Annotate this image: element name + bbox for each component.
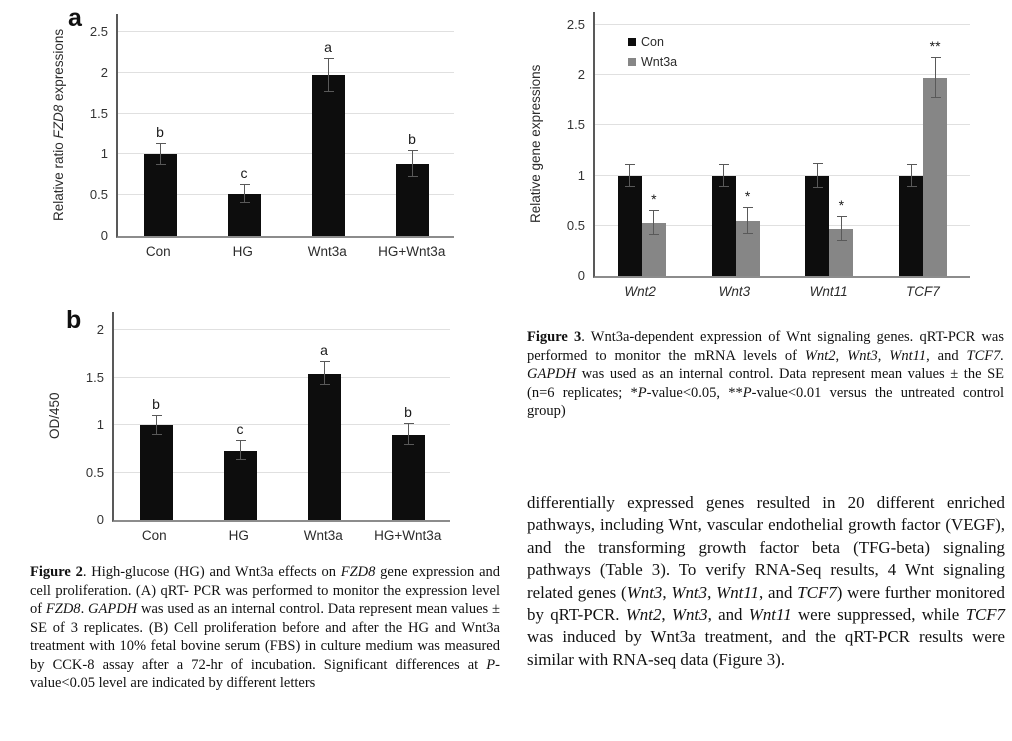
- significance-label: c: [236, 421, 244, 438]
- x-axis-labels: [112, 522, 450, 543]
- error-bar-cap-top: [907, 164, 917, 165]
- text-segment: was used as an internal control. Data represent mean values ± the SE (n=6 replicates; *: [527, 366, 1004, 401]
- error-bar-cap-top: [813, 163, 823, 164]
- x-category-label: Wnt3a: [307, 244, 347, 259]
- bar-wrap: [396, 14, 429, 236]
- x-category-label: HG+Wnt3a: [378, 244, 446, 259]
- y-axis-title-segment: FZD8: [51, 104, 66, 139]
- bar: [712, 176, 736, 276]
- error-bar: [412, 151, 413, 177]
- text-segment: ,: [661, 605, 672, 625]
- error-bar-cap-top: [404, 423, 414, 424]
- y-tick-label: 1.5: [85, 369, 104, 385]
- x-category-label: Wnt11: [809, 284, 848, 299]
- fig2a-bar-chart: [48, 14, 454, 259]
- text-segment: gene expression and cell proliferation. (A) qRT- PCR was performed to monitor the expression level of: [30, 564, 501, 617]
- significance-label: *: [744, 187, 751, 204]
- text-segment: , and: [707, 605, 749, 625]
- text-segment: Wnt11: [748, 605, 792, 625]
- y-axis-title: [525, 12, 547, 276]
- bar-group: [114, 312, 198, 520]
- bar: [805, 176, 829, 276]
- bar: [224, 451, 257, 520]
- bar-wrap: [140, 312, 173, 520]
- error-bar-cap-top: [743, 207, 753, 208]
- error-bar: [817, 164, 818, 188]
- error-bar: [747, 208, 748, 234]
- error-bar-cap-bottom: [931, 97, 941, 98]
- text-segment: FZD8: [45, 601, 81, 617]
- error-bar-cap-top: [324, 58, 334, 59]
- y-axis-title-segment: expressions: [51, 28, 66, 105]
- text-segment: GAPDH: [88, 601, 138, 617]
- significance-label: *: [838, 196, 845, 213]
- text-segment: was induced by Wnt3a treatment, and the qRT-PCR results were similar with RNA-seq data (Figure 3).: [527, 627, 1005, 669]
- text-segment: Wnt3: [671, 582, 708, 602]
- bar-wrap: [923, 12, 947, 276]
- text-segment: Figure 2: [30, 564, 83, 580]
- text-segment: -value<0.05, **: [646, 384, 743, 401]
- plot-area: [112, 312, 450, 522]
- plot-column: [593, 12, 970, 299]
- bar-groups: [114, 312, 450, 520]
- text-segment: ,: [835, 347, 848, 364]
- y-tick-label: 2.5: [566, 17, 585, 33]
- legend-item: [628, 56, 677, 69]
- error-bar-cap-bottom: [156, 164, 166, 165]
- bar-group: [118, 14, 202, 236]
- legend-swatch-icon: [628, 58, 636, 66]
- x-axis-labels: [116, 238, 454, 259]
- error-bar: [629, 165, 630, 187]
- y-tick-label: 0.5: [566, 217, 585, 233]
- x-category-label: Wnt3a: [303, 528, 343, 543]
- text-segment: Wnt11: [716, 582, 759, 602]
- significance-label: b: [156, 123, 164, 140]
- y-tick-label: 0: [100, 228, 108, 243]
- x-category-label: Wnt3: [718, 284, 751, 299]
- text-segment: ,: [662, 582, 672, 602]
- text-segment: TCF7: [965, 605, 1005, 625]
- error-bar-cap-top: [408, 150, 418, 151]
- y-tick-label: 2: [96, 322, 104, 338]
- bar: [618, 176, 642, 276]
- error-bar-cap-bottom: [236, 459, 246, 460]
- bar-group: [876, 12, 970, 276]
- y-axis-ticks: [547, 12, 593, 283]
- error-bar-cap-top: [837, 216, 847, 217]
- figure3-caption: [527, 328, 1004, 421]
- x-category-label: Con: [141, 528, 167, 543]
- bar-wrap: [805, 12, 829, 276]
- error-bar: [408, 424, 409, 445]
- error-bar: [328, 59, 329, 92]
- bar-wrap: [712, 12, 736, 276]
- y-tick-label: 1: [96, 417, 104, 433]
- bar-group: [202, 14, 286, 236]
- text-segment: , and: [758, 582, 798, 602]
- error-bar-cap-bottom: [152, 434, 162, 435]
- bar-wrap: [392, 312, 425, 520]
- x-category-label: HG: [232, 244, 253, 259]
- plot-area: [116, 14, 454, 238]
- significance-label: **: [929, 38, 941, 55]
- legend-item: [628, 36, 677, 49]
- bar-wrap: [228, 14, 261, 236]
- error-bar-cap-top: [152, 415, 162, 416]
- x-category-label: TCF7: [906, 284, 940, 299]
- plot-column: [116, 14, 454, 259]
- error-bar-cap-top: [719, 164, 729, 165]
- significance-label: a: [324, 38, 332, 55]
- text-segment: Wnt3: [626, 582, 663, 602]
- y-tick-label: 1.5: [89, 105, 108, 121]
- bar: [144, 154, 177, 236]
- y-tick-label: 1.5: [566, 117, 585, 133]
- text-segment: . Wnt3a-dependent expression of Wnt signaling genes. qRT-PCR was performed to monitor the mRNA levels of: [527, 329, 1004, 364]
- panel-a-letter: a: [68, 4, 82, 32]
- error-bar-cap-bottom: [743, 233, 753, 234]
- body-paragraph: [527, 492, 1005, 671]
- text-segment: . High-glucose (HG) and Wnt3a effects on: [82, 564, 341, 580]
- text-segment: -value<0.01 versus the untreated control group): [527, 384, 1005, 419]
- y-axis-ticks: [70, 14, 116, 243]
- error-bar-cap-bottom: [837, 240, 847, 241]
- error-bar-cap-bottom: [625, 186, 635, 187]
- plot-column: [112, 312, 450, 543]
- text-segment: ,: [707, 582, 717, 602]
- error-bar: [244, 185, 245, 203]
- panel-b-letter: b: [66, 306, 82, 334]
- text-segment: differentially expressed genes resulted in 20 different enriched pathways, including Wnt, vascular endothelial growth factor (VEGF), and the transforming growth factor beta (TFG-beta) signaling pathways (Table 3). To verify RNA-Seq results, 4 Wnt signaling related genes (: [527, 493, 1005, 602]
- y-tick-label: 0.5: [85, 464, 104, 480]
- bar-group: [198, 312, 282, 520]
- error-bar: [911, 165, 912, 187]
- text-segment: -value<0.05 level are indicated by different letters: [30, 656, 500, 691]
- figure2-caption: [30, 563, 500, 693]
- y-tick-label: 0: [577, 268, 585, 283]
- bar-wrap: [144, 14, 177, 236]
- error-bar-cap-bottom: [719, 186, 729, 187]
- y-tick-label: 2: [100, 64, 108, 80]
- bar-group: [370, 14, 454, 236]
- text-segment: ) were further monitored by qRT-PCR.: [527, 582, 1005, 625]
- error-bar: [935, 58, 936, 98]
- figure2-panel-b: [44, 306, 450, 543]
- legend-swatch-icon: [628, 38, 636, 46]
- text-segment: , and: [926, 347, 967, 364]
- text-segment: were suppressed, while: [791, 605, 966, 625]
- chart-legend: [628, 36, 677, 68]
- bar-group: [286, 14, 370, 236]
- text-segment: .: [80, 601, 89, 617]
- text-segment: TCF7: [797, 582, 837, 602]
- bar: [312, 75, 345, 236]
- figure3-chart-block: [525, 12, 970, 299]
- y-tick-label: 0.5: [89, 187, 108, 203]
- text-segment: P: [486, 656, 496, 673]
- text-segment: FZD8: [340, 564, 376, 580]
- y-axis-title-segment: Relative gene expressions: [528, 64, 543, 224]
- figure2-panel-a: [48, 4, 454, 259]
- bar-wrap: [899, 12, 923, 276]
- error-bar-cap-top: [320, 361, 330, 362]
- bar: [899, 176, 923, 276]
- y-tick-label: 2.5: [89, 23, 108, 39]
- error-bar-cap-top: [649, 210, 659, 211]
- text-segment: Figure 3: [527, 329, 582, 345]
- error-bar-cap-top: [625, 164, 635, 165]
- bar: [923, 78, 947, 276]
- y-tick-label: 1: [577, 167, 585, 183]
- text-segment: ,: [877, 347, 890, 364]
- error-bar-cap-bottom: [404, 444, 414, 445]
- error-bar-cap-bottom: [240, 202, 250, 203]
- legend-label: Wnt3a: [641, 54, 678, 69]
- x-category-label: Con: [145, 244, 171, 259]
- text-segment: Wnt3: [671, 605, 708, 625]
- plot-area: [593, 12, 970, 278]
- x-axis-labels: [593, 278, 970, 299]
- bar-wrap: [308, 312, 341, 520]
- y-tick-label: 0: [96, 512, 104, 527]
- bar-group: [282, 312, 366, 520]
- error-bar-cap-bottom: [408, 176, 418, 177]
- fig3-bar-chart: [525, 12, 970, 299]
- bar-groups: [118, 14, 454, 236]
- error-bar: [160, 144, 161, 165]
- text-segment: P: [637, 384, 647, 401]
- significance-label: b: [152, 395, 160, 412]
- significance-label: b: [404, 404, 412, 421]
- significance-label: c: [240, 164, 248, 181]
- error-bar-cap-bottom: [320, 384, 330, 385]
- error-bar: [841, 217, 842, 241]
- text-segment: P: [742, 384, 752, 401]
- text-segment: was used as an internal control. Data represent mean values ± SE of 3 replicates. (B) Cell proliferation before and after the HG and Wnt3a treatment with 10% fetal bovine serum (FBS) in culture medium was measured by CCK-8 assay after a 72-hr of incubation. Significant differences at: [30, 601, 500, 673]
- bar: [308, 374, 341, 520]
- error-bar-cap-bottom: [324, 91, 334, 92]
- bar-wrap: [829, 12, 853, 276]
- x-category-label: Wnt2: [624, 284, 656, 299]
- significance-label: *: [651, 190, 657, 207]
- y-axis-title-segment: Relative ratio: [51, 138, 66, 222]
- x-category-label: HG: [228, 528, 249, 543]
- error-bar-cap-bottom: [813, 187, 823, 188]
- significance-label: b: [408, 131, 416, 148]
- y-axis-title-segment: OD/450: [47, 392, 62, 440]
- error-bar-cap-top: [240, 184, 250, 185]
- fig2b-bar-chart: [44, 312, 450, 543]
- x-category-label: HG+Wnt3a: [374, 528, 442, 543]
- bar-wrap: [312, 14, 345, 236]
- error-bar: [324, 362, 325, 385]
- error-bar-cap-top: [931, 57, 941, 58]
- error-bar: [723, 165, 724, 187]
- legend-label: Con: [641, 35, 664, 49]
- error-bar: [240, 441, 241, 460]
- text-segment: Wnt11: [889, 347, 927, 364]
- error-bar: [156, 416, 157, 435]
- y-axis-title: [44, 312, 66, 520]
- text-segment: TCF7. GAPDH: [527, 347, 1005, 382]
- text-segment: Wnt2: [625, 605, 662, 625]
- error-bar: [653, 211, 654, 235]
- y-axis-title: [48, 14, 70, 236]
- bar: [140, 425, 173, 520]
- text-segment: Wnt3: [847, 347, 878, 364]
- error-bar-cap-top: [236, 440, 246, 441]
- bar-group: [783, 12, 877, 276]
- error-bar-cap-bottom: [907, 186, 917, 187]
- text-segment: Wnt2: [804, 347, 836, 364]
- error-bar-cap-top: [156, 143, 166, 144]
- bar-group: [366, 312, 450, 520]
- y-tick-label: 2: [577, 67, 585, 83]
- error-bar-cap-bottom: [649, 234, 659, 235]
- bar-group: [689, 12, 783, 276]
- y-axis-ticks: [66, 312, 112, 527]
- significance-label: a: [320, 342, 328, 359]
- bar: [392, 435, 425, 520]
- bar-wrap: [224, 312, 257, 520]
- y-tick-label: 1: [100, 146, 108, 162]
- bar-wrap: [736, 12, 760, 276]
